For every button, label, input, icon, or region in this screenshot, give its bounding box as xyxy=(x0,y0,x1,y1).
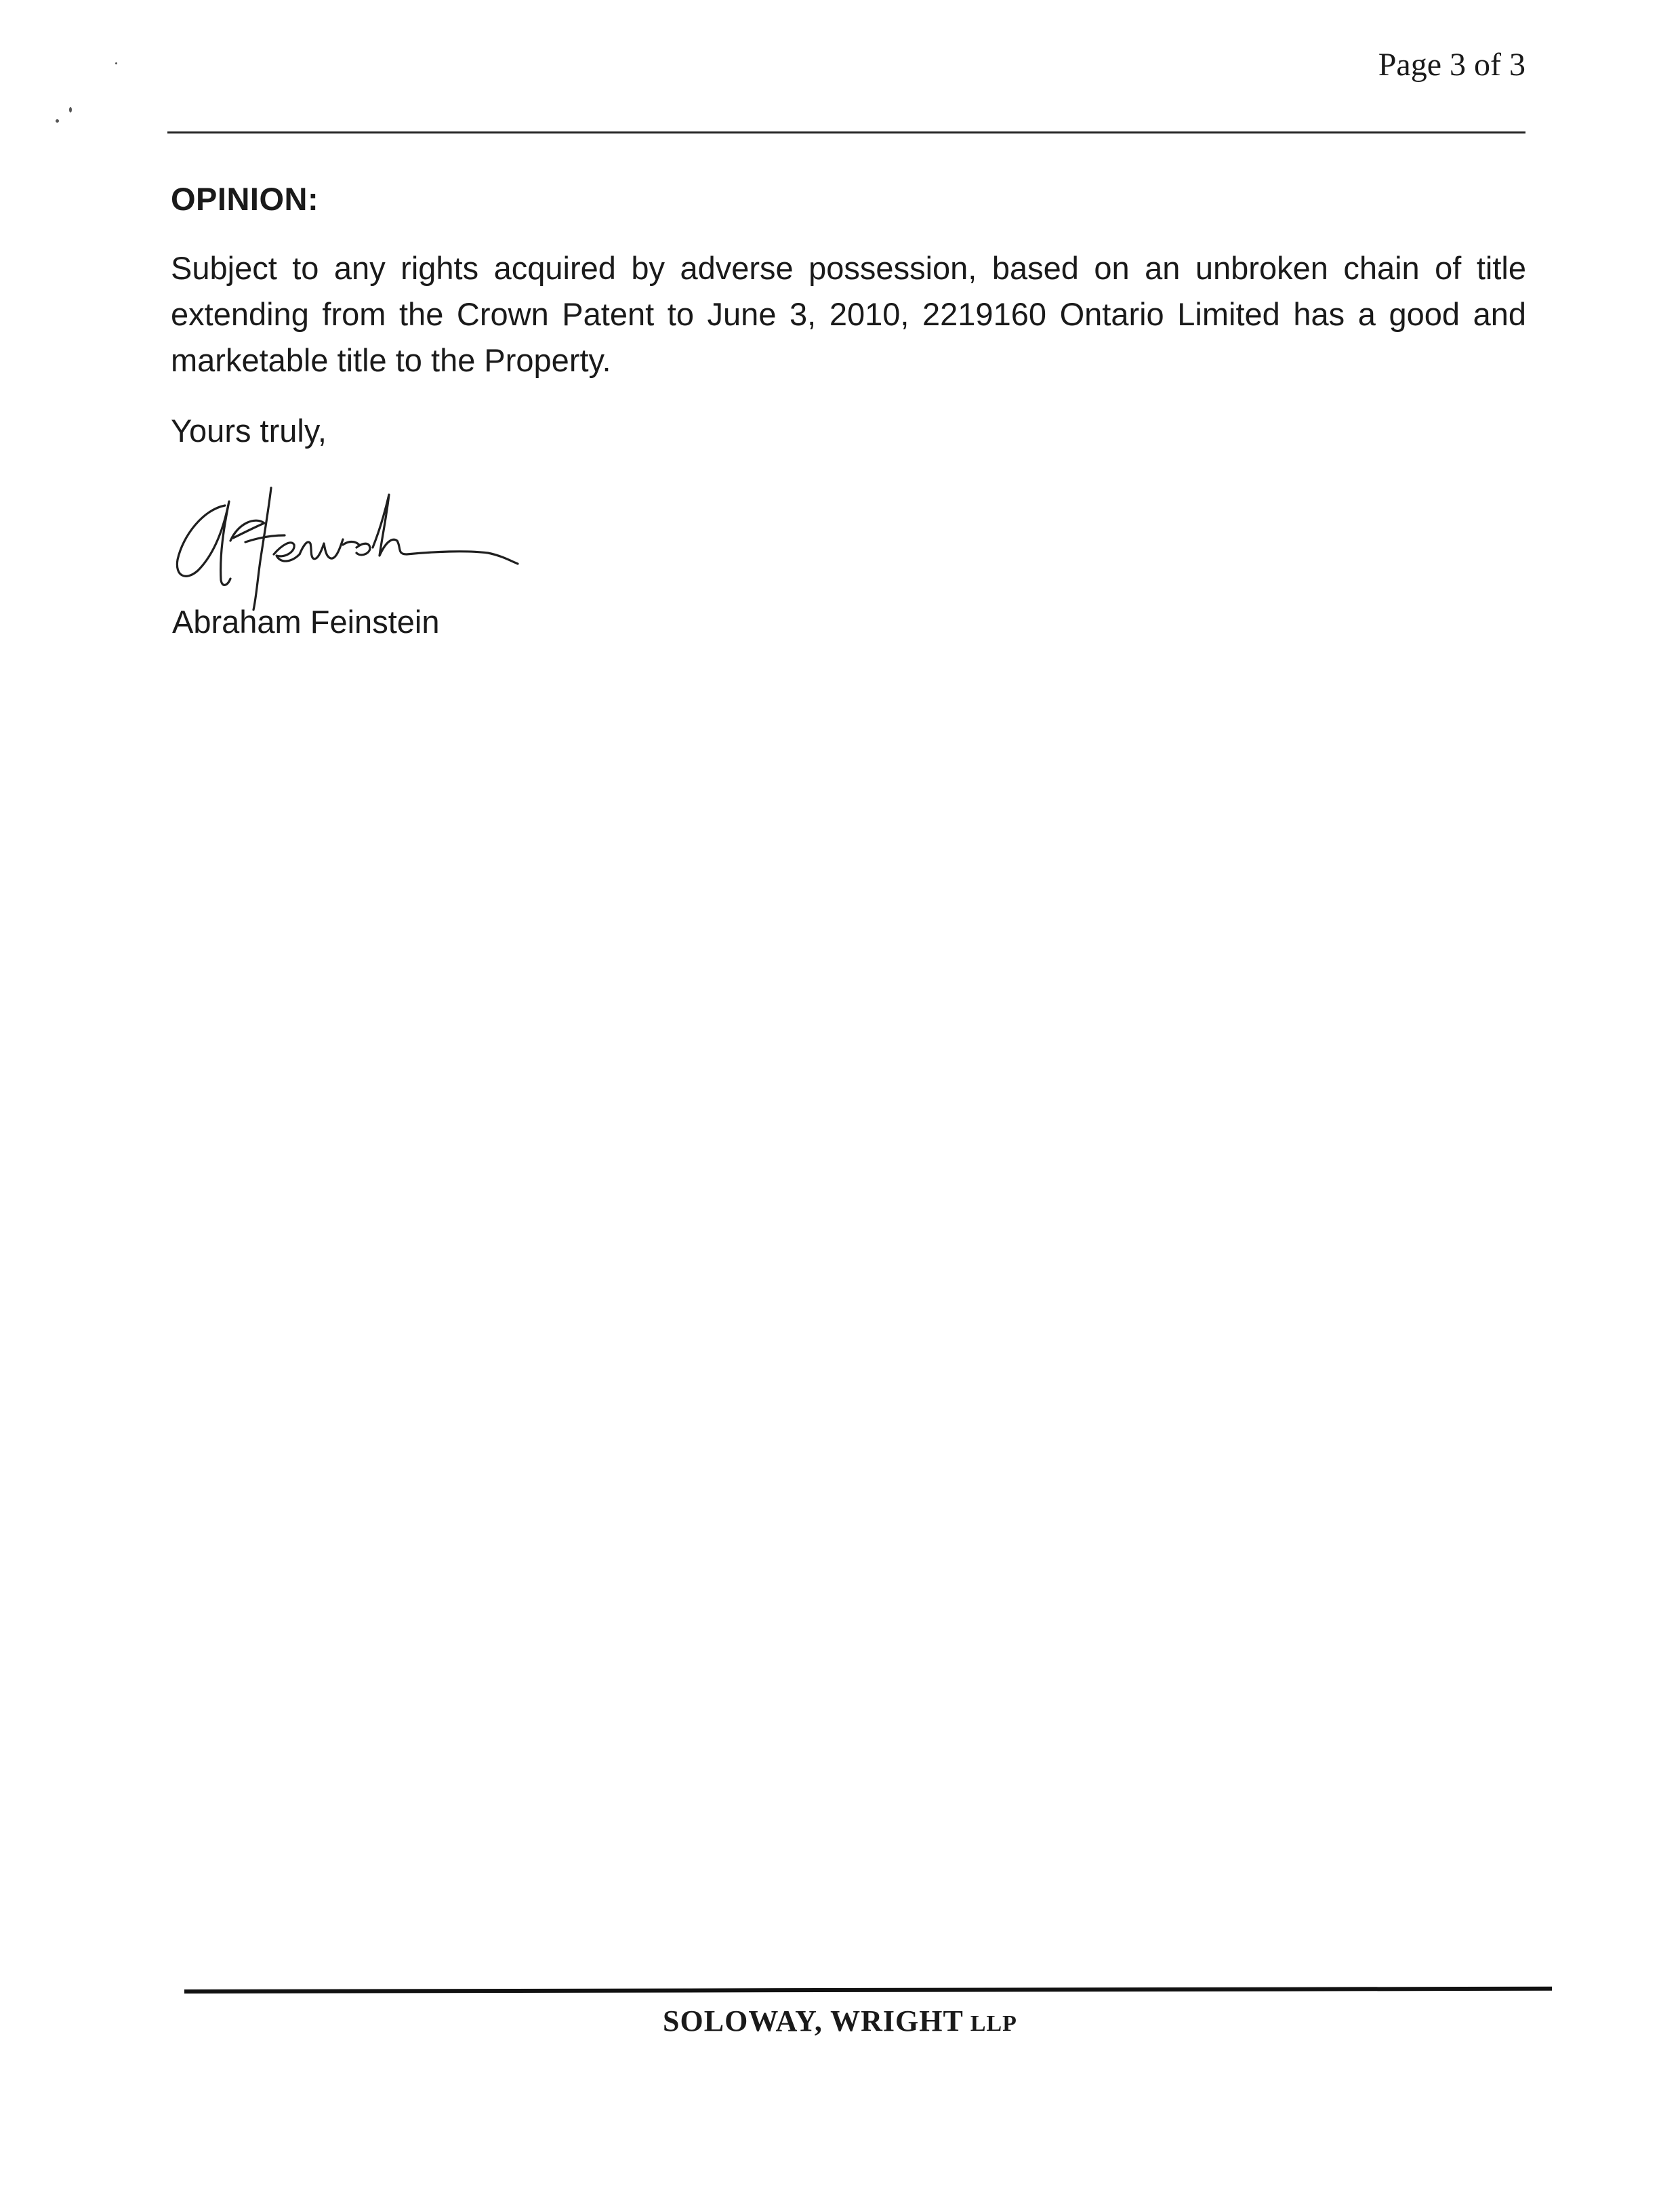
opinion-heading: OPINION: xyxy=(171,181,319,217)
page-number: Page 3 of 3 xyxy=(1378,47,1525,83)
signer-name: Abraham Feinstein xyxy=(172,604,440,640)
header-divider xyxy=(167,131,1525,133)
opinion-paragraph: Subject to any rights acquired by adverse possession, based on an unbroken chain of title extending from the Crown Patent to June 3, 2010, 2219160 Ontario Limited has a good and marketable title to the Property. xyxy=(171,250,1526,378)
scan-speck xyxy=(115,62,117,64)
firm-name: SOLOWAY, WRIGHT xyxy=(663,2004,964,2038)
footer-divider xyxy=(184,1987,1552,1994)
scan-speck xyxy=(56,119,59,123)
handwritten-signature xyxy=(163,453,529,615)
firm-suffix: LLP xyxy=(970,2011,1017,2036)
footer-firm-name xyxy=(0,2004,1680,2038)
closing-salutation: Yours truly, xyxy=(171,413,327,449)
scan-speck xyxy=(69,107,72,112)
